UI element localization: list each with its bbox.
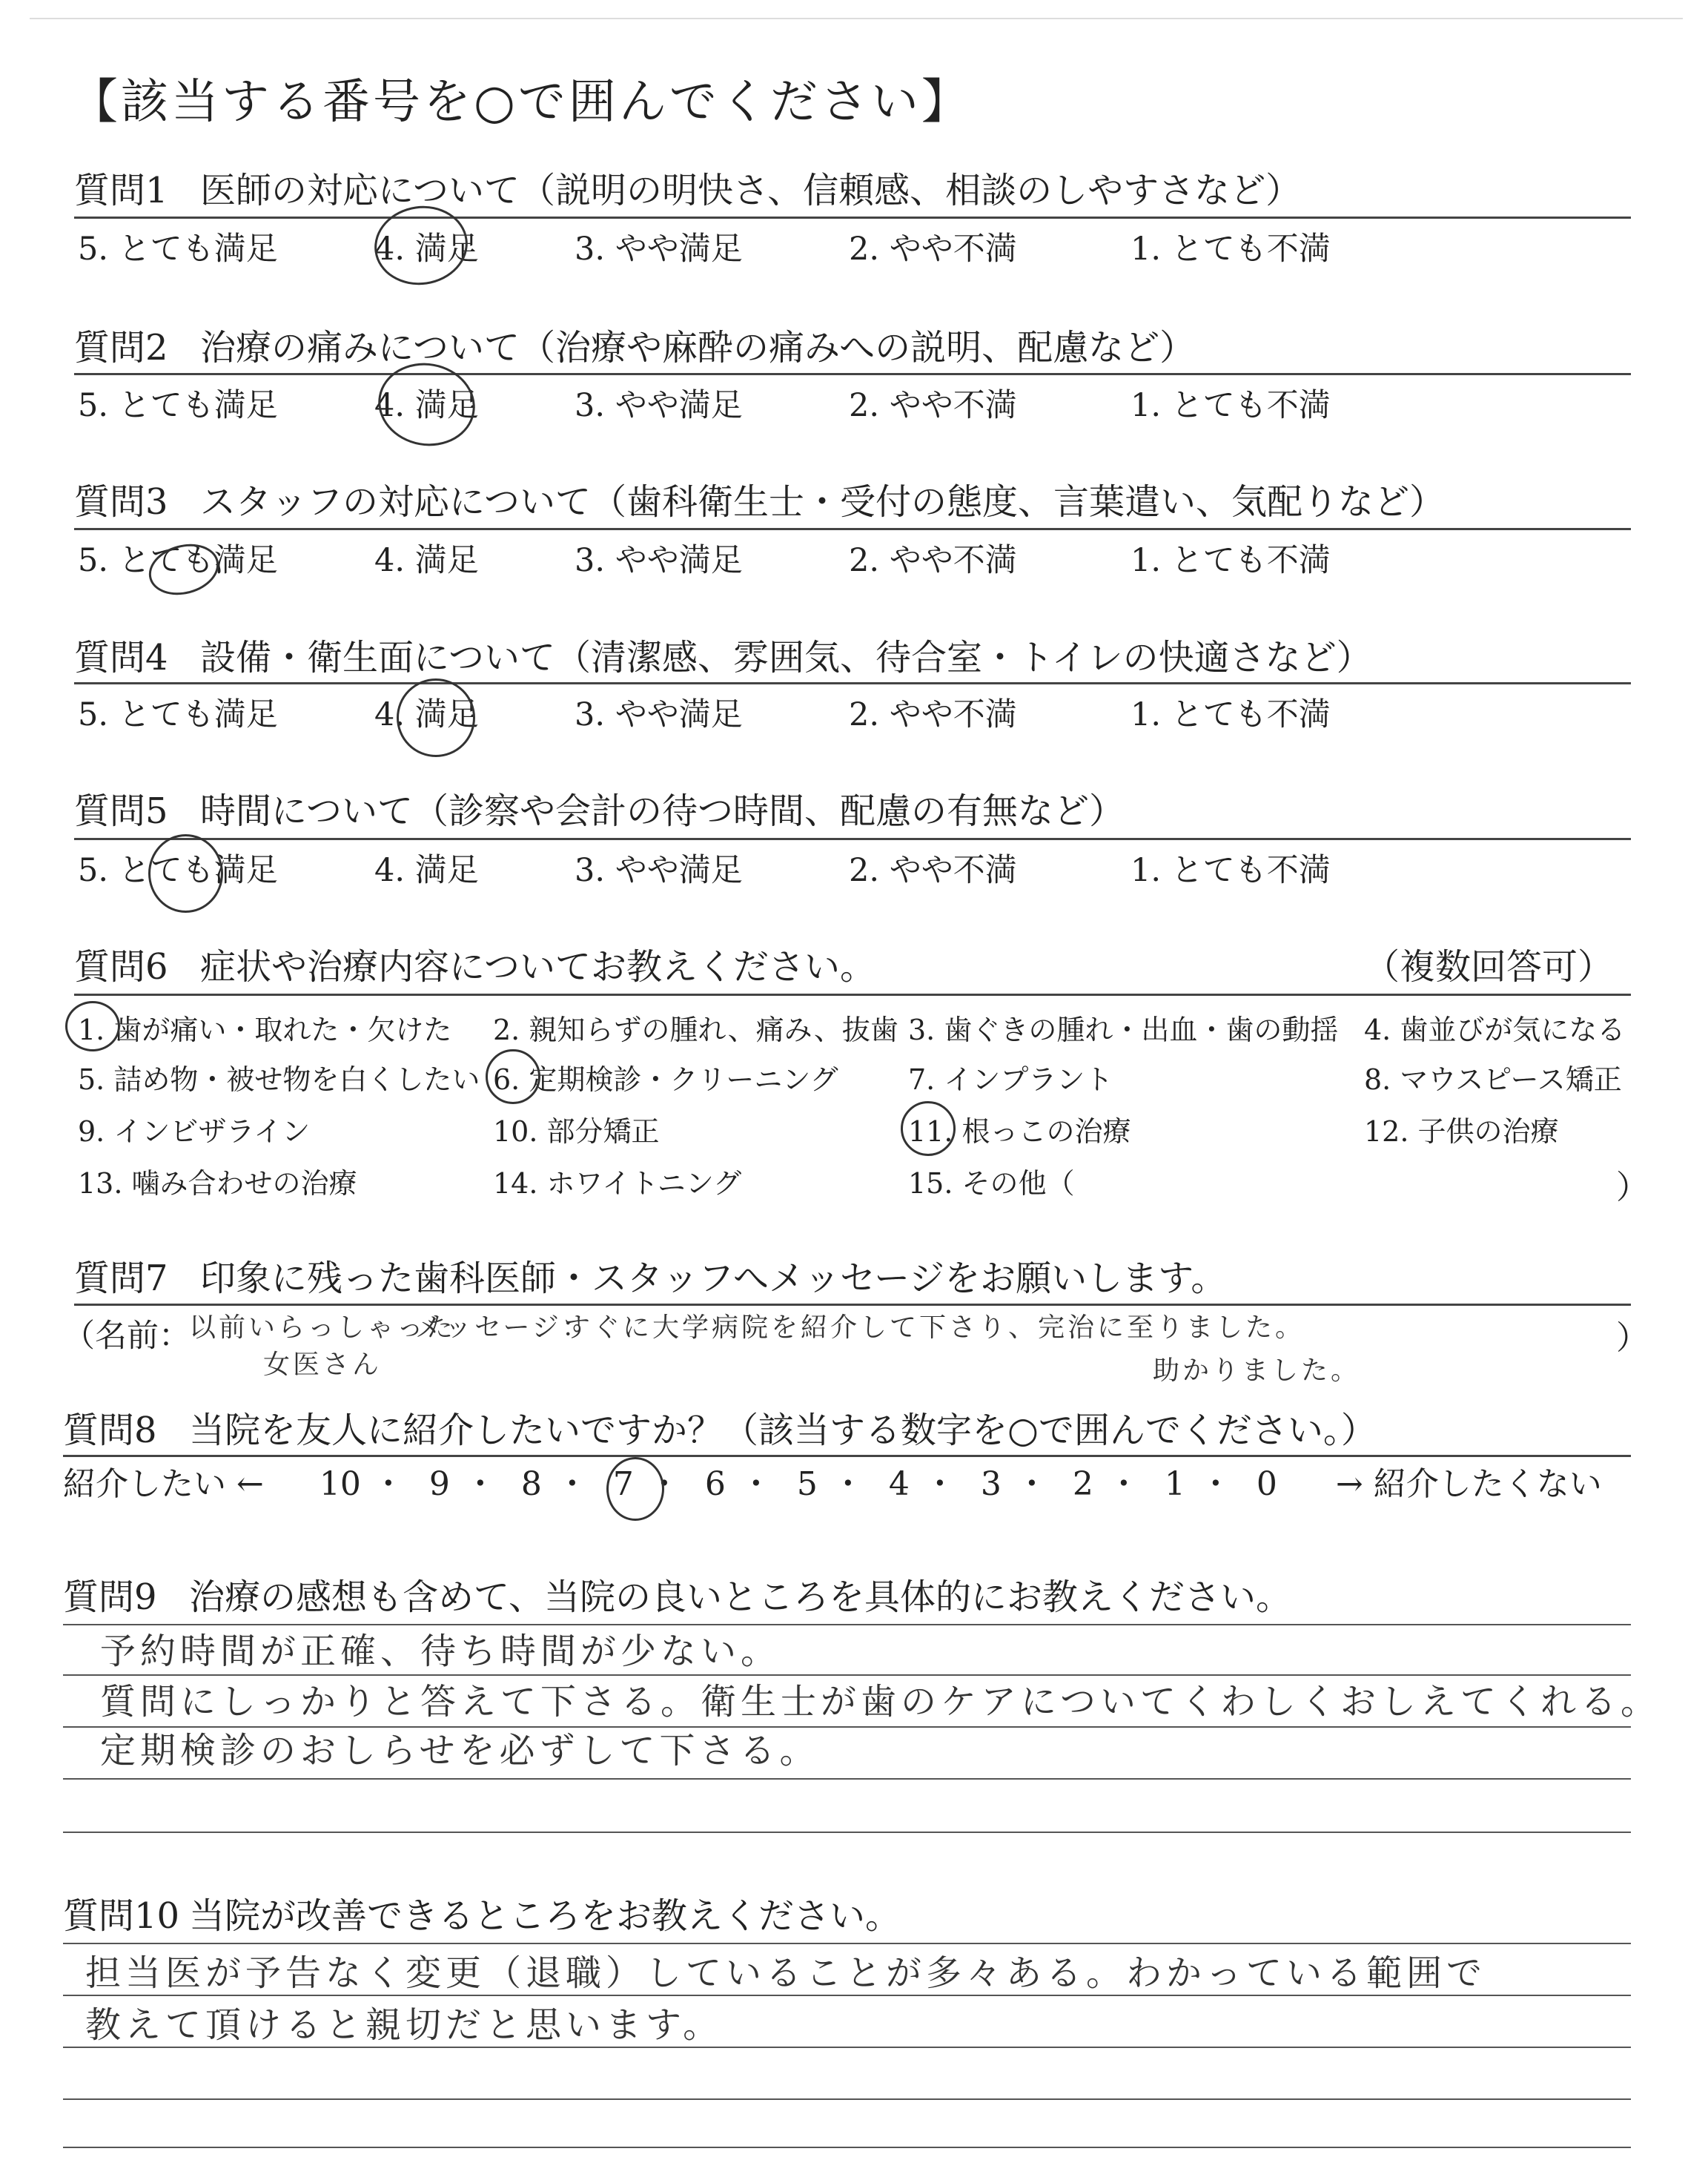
- question-number: 質問7: [74, 1258, 168, 1299]
- question-8: [63, 1401, 1377, 1453]
- selection-circle: [148, 834, 223, 913]
- question-text: 当院を友人に紹介したいですか？（該当する数字を○で囲んでください。）: [189, 1410, 1377, 1451]
- q3-option-5[interactable]: 5. とても満足: [78, 542, 278, 579]
- q1-option-4[interactable]: 4. 満足: [374, 231, 479, 268]
- message-line2: 助かりました。: [1153, 1355, 1361, 1386]
- scale-value-0[interactable]: 0: [1256, 1465, 1277, 1503]
- question-number: 質問8: [63, 1410, 157, 1451]
- q6-option-1[interactable]: 1. 歯が痛い・取れた・欠けた: [78, 1014, 452, 1046]
- scale-value-7[interactable]: 7: [612, 1465, 634, 1503]
- scale-value-3[interactable]: 3: [980, 1465, 1002, 1503]
- q3-option-1[interactable]: 1. とても不満: [1131, 542, 1331, 579]
- question-text: 印象に残った歯科医師・スタッフへメッセージをお願いします。: [200, 1258, 1227, 1299]
- divider: [74, 373, 1631, 375]
- q5-option-2[interactable]: 2. やや不満: [849, 852, 1017, 889]
- q6-option-14[interactable]: 14. ホワイトニング: [493, 1167, 742, 1200]
- question-5: [74, 782, 1125, 833]
- question-3: [74, 473, 1445, 524]
- scale-value-9[interactable]: 9: [428, 1465, 450, 1503]
- scale-value-5[interactable]: 5: [796, 1465, 818, 1503]
- selection-circle: [369, 200, 473, 291]
- question-number: 質問6: [74, 946, 168, 988]
- q6-option-7[interactable]: 7. インプラント: [908, 1063, 1113, 1096]
- question-text: スタッフの対応について（歯科衛生士・受付の態度、言葉遣い、気配りなど）: [200, 481, 1446, 523]
- question-4: [74, 629, 1372, 680]
- question-text: 治療の感想も含めて、当院の良いところを具体的にお教えください。: [189, 1576, 1292, 1618]
- divider: [74, 838, 1631, 840]
- name-value-line2: 女医さん: [263, 1350, 383, 1380]
- question-6: [74, 938, 875, 989]
- q2-option-2[interactable]: 2. やや不満: [849, 387, 1017, 424]
- question-number: 質問1: [74, 170, 168, 211]
- q3-option-4[interactable]: 4. 満足: [374, 542, 479, 579]
- q10-answer-line-1: 担当医が予告なく変更（退職）していることが多々ある。わかっている範囲で: [85, 1952, 1487, 1994]
- question-number: 質問10: [63, 1895, 180, 1937]
- q6-option-4[interactable]: 4. 歯並びが気になる: [1364, 1014, 1626, 1046]
- q5-option-3[interactable]: 3. やや満足: [575, 852, 743, 889]
- question-text: 治療の痛みについて（治療や麻酔の痛みへの説明、配慮など）: [200, 327, 1196, 369]
- q5-option-1[interactable]: 1. とても不満: [1131, 852, 1331, 889]
- q6-option-2[interactable]: 2. 親知らずの腫れ、痛み、抜歯: [493, 1014, 898, 1046]
- message-label: メッセージ：: [415, 1312, 592, 1343]
- question-number: 質問5: [74, 790, 168, 832]
- name-label: （名前：: [63, 1318, 191, 1355]
- scale-value-4[interactable]: 4: [888, 1465, 910, 1503]
- question-text: 症状や治療内容についてお教えください。: [200, 946, 876, 988]
- q5-option-4[interactable]: 4. 満足: [374, 852, 479, 889]
- q4-option-3[interactable]: 3. やや満足: [575, 696, 743, 733]
- selection-circle: [901, 1101, 956, 1156]
- q1-option-1[interactable]: 1. とても不満: [1131, 231, 1331, 268]
- question-text: 設備・衛生面について（清潔感、雰囲気、待合室・トイレの快適さなど）: [200, 637, 1372, 678]
- q6-close-paren: ）: [1616, 1169, 1649, 1206]
- q6-option-3[interactable]: 3. 歯ぐきの腫れ・出血・歯の動揺: [908, 1014, 1339, 1046]
- question-number: 質問2: [74, 327, 168, 369]
- question-2: [74, 319, 1195, 370]
- q1-option-3[interactable]: 3. やや満足: [575, 231, 743, 268]
- q9-answer-line-3: 定期検診のおしらせを必ずして下さる。: [100, 1730, 820, 1771]
- q7-close-paren: ）: [1616, 1319, 1649, 1357]
- message-value: すぐに大学病院を紹介して下さり、完治に至りました。: [563, 1312, 1305, 1343]
- q4-option-1[interactable]: 1. とても不満: [1131, 696, 1331, 733]
- divider: [74, 528, 1631, 530]
- q6-option-6[interactable]: 6. 定期検診・クリーニング: [493, 1063, 838, 1096]
- name-value-line1: 以前いらっしゃった: [189, 1312, 457, 1343]
- divider: [74, 682, 1631, 684]
- divider: [74, 1304, 1631, 1306]
- question-9: [63, 1568, 1291, 1619]
- selection-circle: [65, 1001, 120, 1051]
- question-text: 当院が改善できるところをお教えください。: [189, 1895, 901, 1937]
- q2-option-3[interactable]: 3. やや満足: [575, 387, 743, 424]
- q4-option-5[interactable]: 5. とても満足: [78, 696, 278, 733]
- scale-value-1[interactable]: 1: [1164, 1465, 1185, 1503]
- divider: [74, 994, 1631, 996]
- multiple-answer-note: （複数回答可）: [1364, 946, 1614, 988]
- selection-circle: [486, 1049, 540, 1104]
- q10-answer-line-2: 教えて頂けると親切だと思います。: [85, 2004, 724, 2046]
- q2-option-1[interactable]: 1. とても不満: [1131, 387, 1331, 424]
- question-text: 時間について（診察や会計の待つ時間、配慮の有無など）: [200, 790, 1125, 832]
- question-10: [63, 1887, 901, 1938]
- q6-option-10[interactable]: 10. 部分矯正: [493, 1115, 660, 1148]
- divider: [74, 217, 1631, 219]
- recommend-scale: 紹介したい ← 10 ・ 9 ・ 8 ・ 7 ・ 6 ・ 5 ・ 4 ・ 3 ・ 2 ・ 1 ・ 0 → 紹介したくない: [63, 1465, 1602, 1503]
- answer-line: [63, 2147, 1631, 2148]
- top-border: [30, 18, 1683, 19]
- scale-right-label: → 紹介したくない: [1335, 1465, 1602, 1503]
- q2-option-4[interactable]: 4. 満足: [374, 387, 479, 424]
- selection-circle: [371, 355, 481, 453]
- q9-answer-line-1: 予約時間が正確、待ち時間が少ない。: [100, 1631, 781, 1672]
- q6-option-11[interactable]: 11. 根っこの治療: [908, 1115, 1131, 1148]
- question-number: 質問9: [63, 1576, 157, 1618]
- q4-option-4[interactable]: 4. 満足: [374, 696, 479, 733]
- q3-option-2[interactable]: 2. やや不満: [849, 542, 1017, 579]
- q1-option-2[interactable]: 2. やや不満: [849, 231, 1017, 268]
- q6-option-9[interactable]: 9. インビザライン: [78, 1115, 311, 1148]
- q6-option-12[interactable]: 12. 子供の治療: [1364, 1115, 1559, 1148]
- q9-answer-line-2: 質問にしっかりと答えて下さる。衛生士が歯のケアについてくわしくおしえてくれる。: [100, 1681, 1661, 1723]
- q6-option-5[interactable]: 5. 詰め物・被せ物を白くしたい: [78, 1063, 480, 1096]
- question-number: 質問4: [74, 637, 168, 678]
- q5-option-5[interactable]: 5. とても満足: [78, 852, 278, 889]
- answer-line: [63, 1832, 1631, 1833]
- answer-line: [63, 1778, 1631, 1780]
- q1-option-5[interactable]: 5. とても満足: [78, 231, 278, 268]
- scale-value-6[interactable]: 6: [704, 1465, 726, 1503]
- scale-left-label: 紹介したい ←: [63, 1465, 264, 1503]
- q6-option-13[interactable]: 13. 噛み合わせの治療: [78, 1167, 357, 1200]
- question-7: [74, 1249, 1226, 1301]
- question-1: [74, 162, 1301, 213]
- question-text: 医師の対応について（説明の明快さ、信頼感、相談のしやすさなど）: [200, 170, 1302, 211]
- page-heading: 【該当する番号を○で囲んでください】: [70, 75, 972, 130]
- q6-option-15[interactable]: 15. その他（: [908, 1167, 1075, 1200]
- q6-option-8[interactable]: 8. マウスピース矯正: [1364, 1063, 1622, 1096]
- scale-value-10[interactable]: 10: [319, 1465, 361, 1503]
- scale-value-2[interactable]: 2: [1072, 1465, 1093, 1503]
- q2-option-5[interactable]: 5. とても満足: [78, 387, 278, 424]
- question-number: 質問3: [74, 481, 168, 523]
- scale-value-8[interactable]: 8: [520, 1465, 542, 1503]
- selection-circle: [397, 678, 475, 757]
- answer-line: [63, 2098, 1631, 2100]
- answer-line: [63, 2047, 1631, 2048]
- selection-circle: [606, 1457, 664, 1521]
- q3-option-3[interactable]: 3. やや満足: [575, 542, 743, 579]
- q4-option-2[interactable]: 2. やや不満: [849, 696, 1017, 733]
